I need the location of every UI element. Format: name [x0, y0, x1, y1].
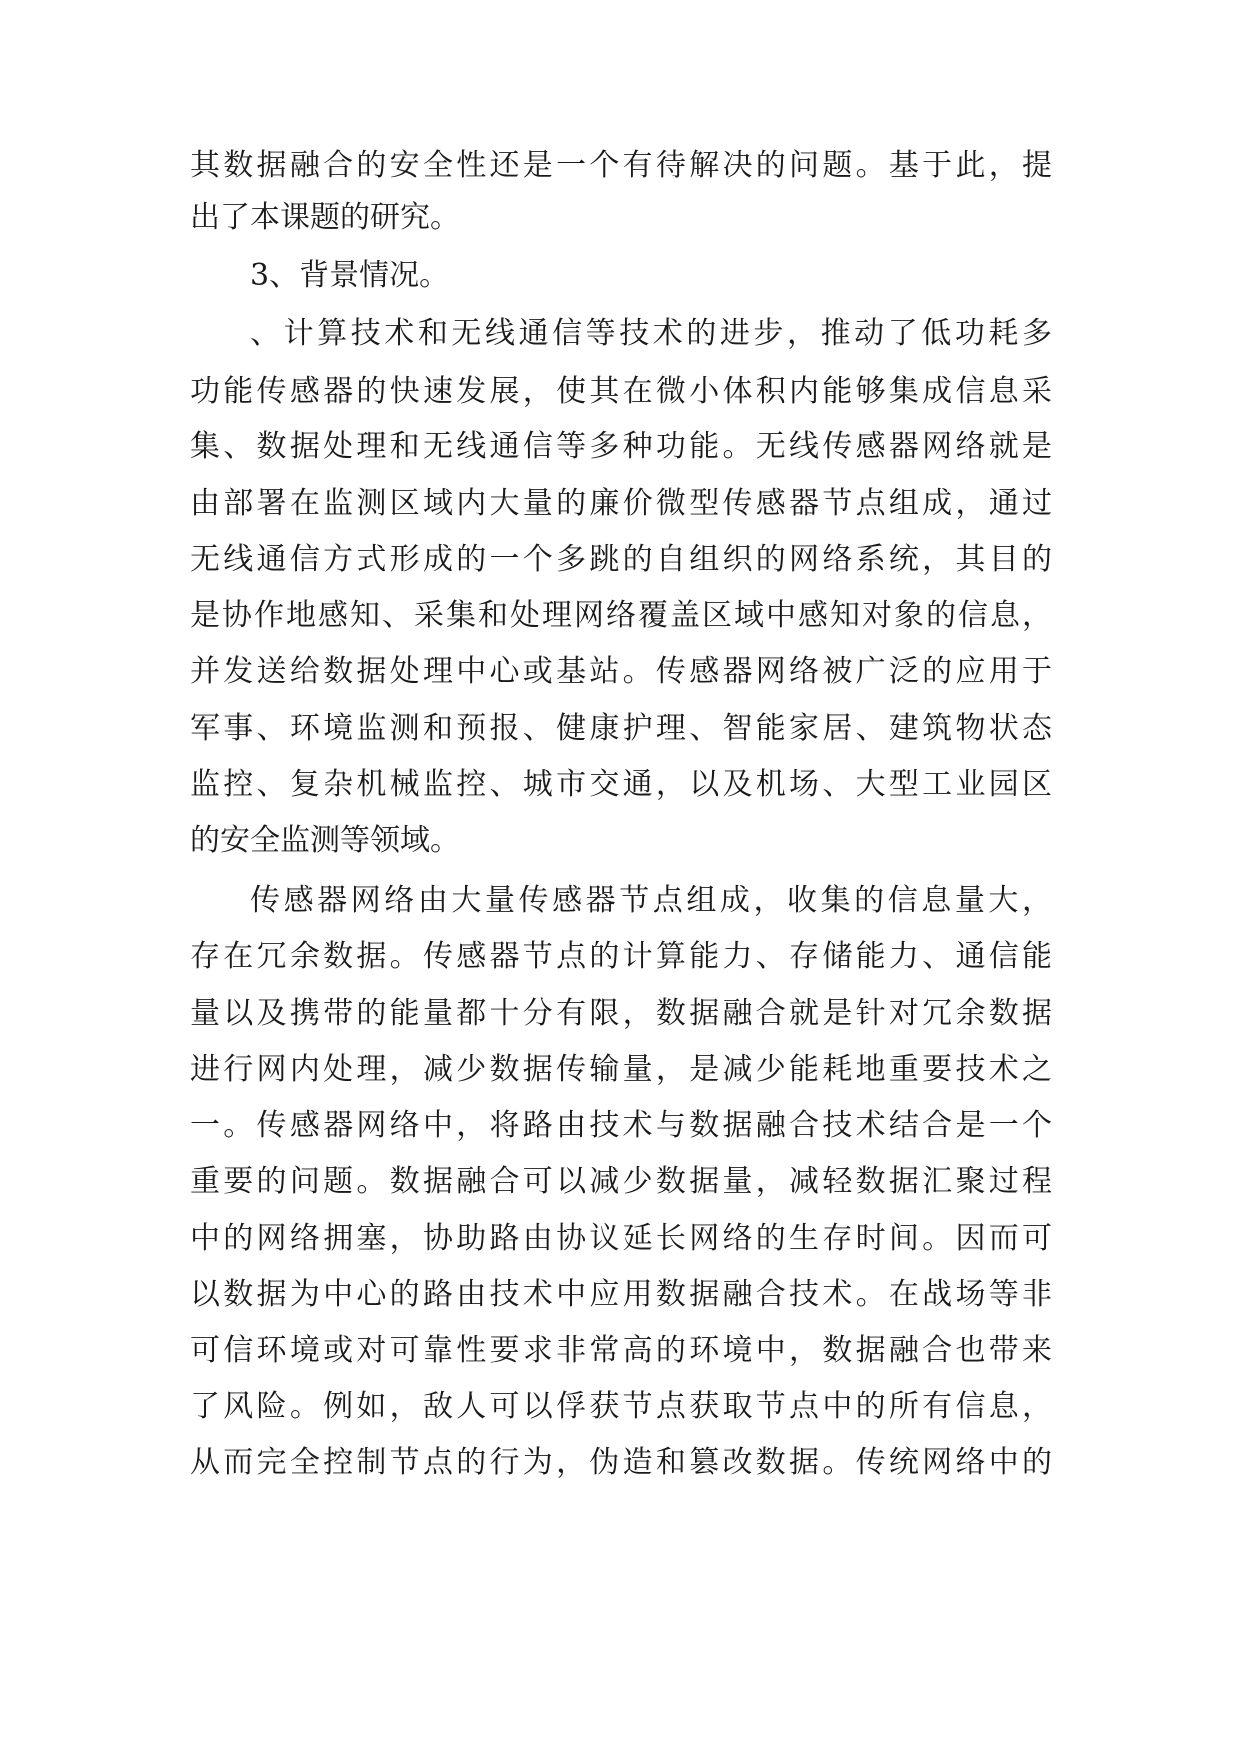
text-line: 的安全监测等领域。	[190, 823, 460, 858]
text-line: 集、数据处理和无线通信等多种功能。无线传感器网络就是	[190, 429, 1052, 464]
text-line: 量以及携带的能量都十分有限，数据融合就是针对冗余数据	[190, 996, 1052, 1031]
text-line: 监控、复杂机械监控、城市交通，以及机场、大型工业园区	[190, 767, 1052, 802]
text-line: 其数据融合的安全性还是一个有待解决的问题。基于此，提	[190, 148, 1052, 183]
text-line: 出了本课题的研究。	[190, 200, 460, 235]
text-line: 无线通信方式形成的一个多跳的自组织的网络系统，其目的	[190, 542, 1052, 577]
text-line: 重要的问题。数据融合可以减少数据量，减轻数据汇聚过程	[190, 1164, 1052, 1199]
section-heading: 3、背景情况。	[250, 258, 450, 293]
text-line: 并发送给数据处理中心或基站。传感器网络被广泛的应用于	[190, 654, 1052, 689]
text-line: 传感器网络由大量传感器节点组成，收集的信息量大，	[250, 883, 1052, 918]
text-line: 中的网络拥塞，协助路由协议延长网络的生存时间。因而可	[190, 1221, 1052, 1256]
text-line: 功能传感器的快速发展，使其在微小体积内能够集成信息采	[190, 374, 1052, 409]
text-line: 存在冗余数据。传感器节点的计算能力、存储能力、通信能	[190, 939, 1052, 974]
text-line: 可信环境或对可靠性要求非常高的环境中，数据融合也带来	[190, 1333, 1052, 1368]
text-line: 了风险。例如，敌人可以俘获节点获取节点中的所有信息，	[190, 1389, 1052, 1424]
text-line: 由部署在监测区域内大量的廉价微型传感器节点组成，通过	[190, 486, 1052, 521]
text-line: 军事、环境监测和预报、健康护理、智能家居、建筑物状态	[190, 711, 1052, 746]
text-line: 以数据为中心的路由技术中应用数据融合技术。在战场等非	[190, 1277, 1052, 1312]
text-line: 从而完全控制节点的行为，伪造和篡改数据。传统网络中的	[190, 1445, 1052, 1480]
text-line: 进行网内处理，减少数据传输量，是减少能耗地重要技术之	[190, 1052, 1052, 1087]
text-line: 是协作地感知、采集和处理网络覆盖区域中感知对象的信息，	[190, 598, 1052, 633]
text-line: 、计算技术和无线通信等技术的进步，推动了低功耗多	[250, 316, 1052, 351]
text-line: 一。传感器网络中，将路由技术与数据融合技术结合是一个	[190, 1108, 1052, 1143]
